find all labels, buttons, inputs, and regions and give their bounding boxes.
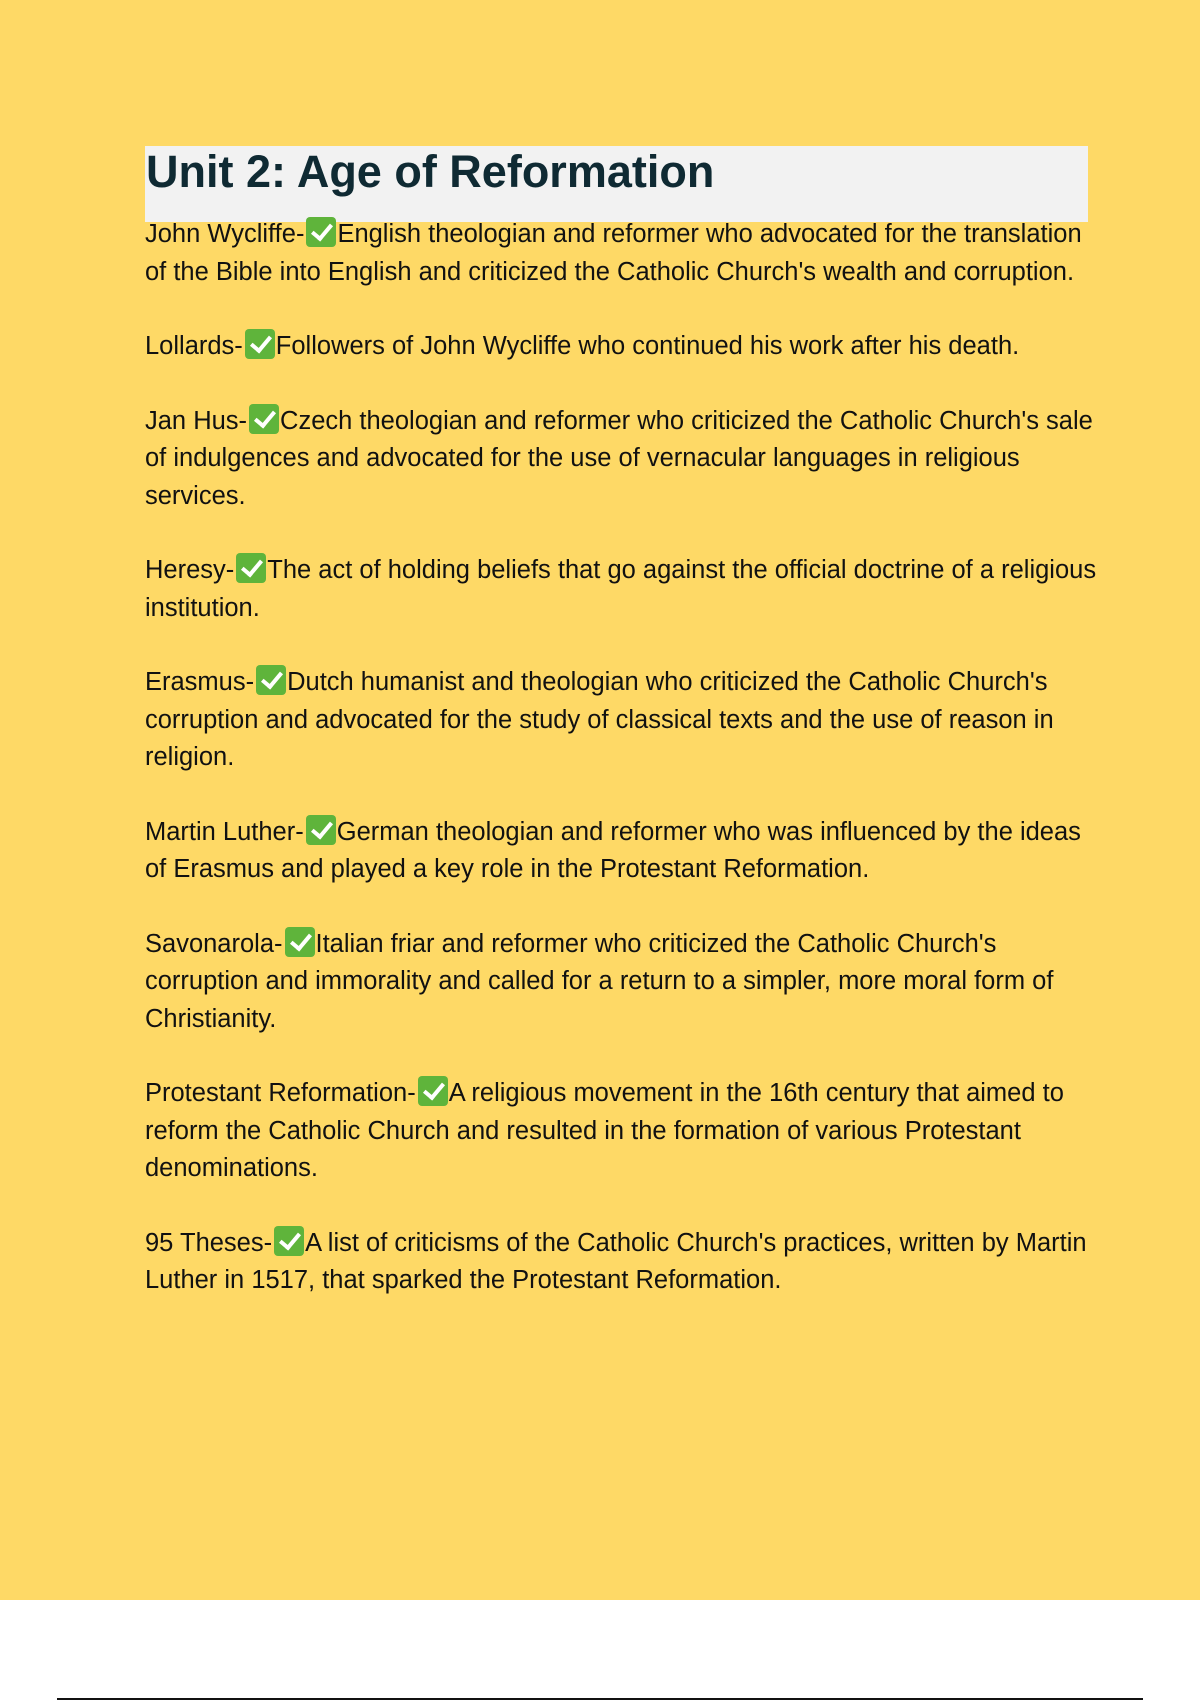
term-list — [145, 216, 1105, 1337]
list-item — [145, 328, 1105, 366]
term-label: Martin Luther- — [145, 817, 304, 846]
term-definition: Czech theologian and reformer who criticized the Catholic Church's sale of indulgences and advocated for the use of vernacular languages in religious services. — [145, 406, 1093, 510]
list-item — [145, 664, 1105, 777]
term-definition: A list of criticisms of the Catholic Church's practices, written by Martin Luther in 1517, that sparked the Protestant Reformation. — [145, 1228, 1087, 1294]
check-mark-icon — [274, 1226, 304, 1256]
term-label: 95 Theses- — [145, 1228, 273, 1257]
list-item — [145, 216, 1105, 291]
check-mark-icon — [256, 665, 286, 695]
term-definition: A religious movement in the 16th century that aimed to reform the Catholic Church and resulted in the formation of various Protestant denominations. — [145, 1079, 1064, 1182]
term-label: Protestant Reformation- — [145, 1079, 416, 1107]
check-mark-icon — [245, 329, 275, 359]
term-label: John Wycliffe- — [145, 220, 305, 248]
term-label: Jan Hus- — [145, 406, 248, 435]
check-mark-icon — [285, 927, 315, 957]
list-item — [145, 1075, 1105, 1188]
term-definition: German theologian and reformer who was influenced by the ideas of Erasmus and played a key role in the Protestant Reformation. — [145, 817, 1081, 883]
term-definition: The act of holding beliefs that go against the official doctrine of a religious institution. — [145, 556, 1097, 622]
list-item — [145, 814, 1105, 889]
term-label: Heresy- — [145, 556, 235, 584]
check-mark-icon — [249, 404, 279, 434]
term-definition: English theologian and reformer who advocated for the translation of the Bible into English and criticized the Catholic Church's wealth and corruption. — [145, 220, 1082, 286]
term-label: Savonarola- — [145, 929, 283, 958]
list-item — [145, 552, 1105, 627]
page-title: Unit 2: Age of Reformation — [146, 146, 715, 197]
list-item — [145, 1225, 1105, 1300]
check-mark-icon — [306, 815, 336, 845]
term-definition: Followers of John Wycliffe who continued his work after his death. — [275, 332, 1020, 360]
term-definition: Dutch humanist and theologian who criticized the Catholic Church's corruption and advocated for the study of classical texts and the use of reason in religion. — [145, 668, 1054, 771]
list-item — [145, 403, 1105, 516]
list-item — [145, 926, 1105, 1039]
check-mark-icon — [306, 217, 336, 247]
check-mark-icon — [418, 1076, 448, 1106]
term-label: Lollards- — [145, 332, 243, 360]
check-mark-icon — [236, 553, 266, 583]
term-label: Erasmus- — [145, 668, 255, 696]
term-definition: Italian friar and reformer who criticized the Catholic Church's corruption and immorality and called for a return to a simpler, more moral form of Christianity. — [145, 929, 1054, 1033]
